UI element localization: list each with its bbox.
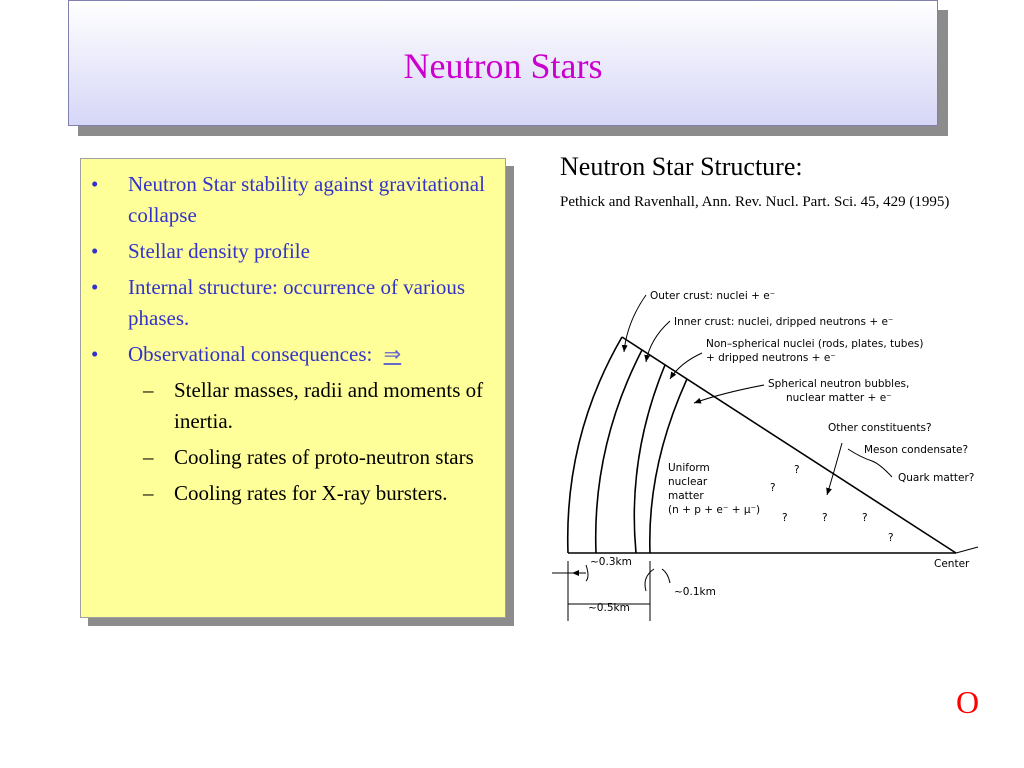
- bullet-marker: •: [91, 172, 99, 196]
- question-mark: ?: [822, 512, 828, 524]
- outer-crust-label: Outer crust: nuclei + e⁻: [650, 290, 776, 302]
- sub-bullet-text: Cooling rates for X-ray bursters.: [174, 481, 448, 505]
- dash-marker: –: [143, 378, 154, 402]
- inner-crust-pointer: [646, 321, 670, 362]
- bullet-text: Internal structure: occurrence of various phases.: [128, 275, 466, 330]
- next-slide-arrow-link[interactable]: ⇒: [383, 342, 402, 366]
- nonspherical-pointer: [670, 353, 702, 379]
- bubbles-label-2: nuclear matter + e⁻: [786, 392, 892, 404]
- sub-bullet-item: [81, 478, 501, 509]
- outer-surface-arc: [568, 337, 622, 553]
- uniform-label-1: Uniform: [668, 462, 710, 474]
- sub-bullet-text: Stellar masses, radii and moments of inertia.: [174, 378, 484, 433]
- quark-label: Quark matter?: [898, 472, 975, 484]
- bullet-item: [81, 339, 501, 370]
- structure-heading: Neutron Star Structure:: [560, 152, 803, 181]
- dim-01-label: ~0.1km: [674, 586, 716, 598]
- other-constituents-pointer: [827, 443, 842, 495]
- inner-crust-label: Inner crust: nuclei, dripped neutrons + e⁻: [674, 316, 894, 328]
- neutron-star-structure-diagram: [542, 277, 1000, 621]
- question-mark: ?: [782, 512, 788, 524]
- corner-mark: O: [956, 684, 980, 720]
- bullet-list: [81, 169, 501, 514]
- nonspherical-label-2: + dripped neutrons + e⁻: [706, 352, 836, 364]
- bullet-item: [81, 272, 501, 334]
- bullet-text: Observational consequences:: [128, 342, 373, 366]
- bullet-item: [81, 169, 501, 231]
- bullet-text: Neutron Star stability against gravitational collapse: [128, 172, 485, 227]
- question-mark: ?: [862, 512, 868, 524]
- bullet-marker: •: [91, 239, 99, 263]
- dash-marker: –: [143, 481, 154, 505]
- uniform-label-4: (n + p + e⁻ + μ⁻): [668, 504, 761, 516]
- title-banner: [68, 0, 938, 126]
- dash-marker: –: [143, 445, 154, 469]
- question-mark: ?: [794, 464, 800, 476]
- center-pointer: [956, 547, 978, 553]
- bubbles-pointer: [694, 385, 764, 403]
- bullet-marker: •: [91, 275, 99, 299]
- bullet-text: Stellar density profile: [128, 239, 310, 263]
- other-constituents-label: Other constituents?: [828, 422, 932, 434]
- dim-03-arrow-right: [586, 565, 588, 581]
- sub-bullet-item: [81, 442, 501, 473]
- dim-03-label: ~0.3km: [590, 556, 632, 568]
- dim-05-label: ~0.5km: [588, 602, 630, 614]
- outer-crust-pointer: [624, 295, 646, 352]
- question-mark: ?: [770, 482, 776, 494]
- bullet-marker: •: [91, 342, 99, 366]
- slide-title: Neutron Stars: [403, 46, 603, 86]
- bullet-item: [81, 236, 501, 267]
- bubbles-label-1: Spherical neutron bubbles,: [768, 378, 910, 390]
- center-label: Center: [934, 558, 970, 570]
- sub-bullet-text: Cooling rates of proto-neutron stars: [174, 445, 474, 469]
- nonspherical-label-1: Non–spherical nuclei (rods, plates, tubes): [706, 338, 924, 350]
- uniform-label-2: nuclear: [668, 476, 708, 488]
- bullet-panel: [80, 158, 506, 618]
- citation: Pethick and Ravenhall, Ann. Rev. Nucl. Part. Sci. 45, 429 (1995): [560, 194, 950, 210]
- question-mark: ?: [888, 532, 894, 544]
- uniform-label-3: matter: [668, 490, 704, 502]
- meson-label: Meson condensate?: [864, 444, 969, 456]
- dim-01-hook: [662, 569, 670, 583]
- sub-bullet-item: [81, 375, 501, 437]
